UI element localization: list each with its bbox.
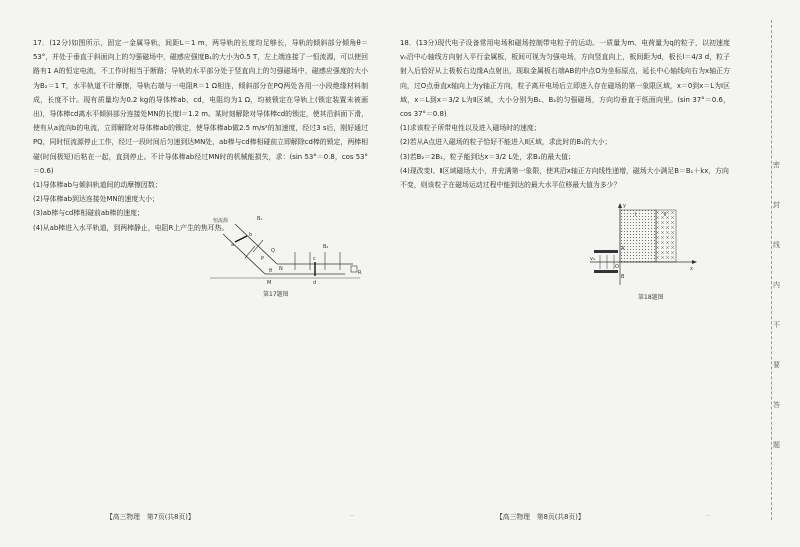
q17-sub4: (4)从ab棒进入水平轨道，到两棒静止，电阻R上产生的焦耳热。 bbox=[33, 223, 229, 232]
label-O: O bbox=[615, 264, 619, 270]
q18-sub4: (4)现改变Ⅰ、Ⅱ区域磁场大小，并充满第一象限，使其沿x轴正方向线性递增，磁场大小满足B＝B₁＋kx，方向不变，则该粒子在磁场运动过程中能到达的最大水平位移最大值为多少？ bbox=[400, 166, 729, 190]
label-Q: Q bbox=[271, 248, 275, 254]
label-c: c bbox=[313, 256, 316, 262]
footer-dots-right: .. bbox=[706, 511, 710, 518]
q18-sub2: (2)若从A点进入磁场的粒子恰好不能进入Ⅱ区域，求此时的B₁的大小； bbox=[400, 138, 612, 147]
label-x: x bbox=[690, 266, 693, 272]
figure-17-diagram bbox=[205, 212, 365, 287]
q17-sub2: (2)导体棒ab到达连接处MN的速度大小； bbox=[33, 195, 159, 204]
q17-stem: 17．(12分)如图所示，固定一金属导轨，间距L＝1 m，两导轨的长度均足够长，导轨的倾斜部分倾角θ＝53°，并处于垂直于斜面向上的匀强磁场中，磁感应强度B₁的大小为0.5 T，左上端连接了一恒流源，可以使回路有1 A的恒定电流，不工作时相当于断路；导轨的水平部分处于竖直向上的匀强磁场中，磁感应强度的大小为B₂＝1 T，水平轨道不计摩擦，导轨右端与一电阻R＝1 Ω相连，倾斜部分在PQ两处各用一小段绝缘材料制成，长度不计。现有质量均为0.2 kg的导体棒ab、cd，电阻均为1 Ω，均被锁定在导轨上(锁定装置未被画出)，导体棒cd离水平倾斜部分连接处MN的长度l＝1.2 m。某时刻解除对导体棒cd的锁定，使其沿斜面下滑，使有从a流向b的电流，立即解除对导体棒ab的锁定，使导体棒ab做2.5 m/s²的加速度，经过3 s后，刚好通过PQ，同时恒流源停止工作，经过一段时间后匀速到达MN处，ab棒与cd棒相碰前立即解除cd棒的锁定，两棒相碰(时间极短)后粘在一起，直到停止。不计导体棒ab经过MN时的机械能损失，求：(sin 53°＝0.8，cos 53°＝0.6) bbox=[33, 39, 369, 175]
label-R: R bbox=[358, 270, 362, 276]
label-P: P bbox=[261, 256, 265, 262]
seal-char-2: 封 bbox=[773, 201, 780, 209]
seal-char-6: 要 bbox=[773, 361, 780, 369]
q18-sub3: (3)若B₂＝2B₁，粒子能到达x＝3/2 L处，求B₁的最大值； bbox=[400, 152, 575, 161]
label-v0: v₀ bbox=[590, 256, 595, 262]
figure-18-caption: 第18题图 bbox=[638, 294, 664, 301]
question-17 bbox=[33, 36, 368, 235]
q17-sub3: (3)ab棒与cd棒相碰前ab棒的速度； bbox=[33, 209, 144, 218]
seal-char-5: 不 bbox=[773, 321, 780, 329]
seal-line-sidebar bbox=[762, 20, 780, 520]
q18-sub1: (1)求该粒子所带电性以及进入磁场时的速度； bbox=[400, 124, 541, 133]
label-A: A bbox=[621, 246, 625, 252]
label-theta: θ bbox=[269, 268, 273, 274]
seal-char-7: 答 bbox=[773, 401, 780, 409]
page-footer-left: 【高三物理 第7页(共8页)】 bbox=[106, 513, 195, 521]
seal-char-4: 内 bbox=[773, 281, 780, 289]
q17-sub1: (1)导体棒ab与倾斜轨道间的动摩擦因数； bbox=[33, 181, 162, 190]
label-N: N bbox=[279, 266, 283, 272]
label-B2: B₂ bbox=[323, 244, 329, 250]
label-d: d bbox=[313, 280, 317, 286]
label-M: M bbox=[267, 280, 272, 286]
label-a: a bbox=[231, 242, 235, 248]
seal-char-8: 题 bbox=[773, 441, 780, 449]
seal-char-3: 线 bbox=[773, 241, 780, 249]
figure-17 bbox=[205, 212, 365, 287]
figure-17-caption: 第17题图 bbox=[263, 291, 289, 298]
footer-dots-left: .. bbox=[350, 511, 354, 518]
label-B1: B₁ bbox=[257, 216, 263, 222]
seal-line bbox=[771, 20, 772, 520]
label-b: b bbox=[249, 232, 253, 238]
label-y: y bbox=[623, 203, 626, 209]
seal-char-1: 密 bbox=[773, 161, 780, 169]
figure-18-diagram bbox=[590, 200, 700, 290]
q18-stem: 18．(13分)现代电子设备常用电场和磁场控制带电粒子的运动。一质量为m、电荷量为q的粒子，以初速度v₀沿中心轴线方向射入平行金属板，板间可视为匀强电场，方向竖直向上，板间距为d，板长l＝4/3 d，粒子射入后恰好从上极板右边缘A点射出，现取金属板右端AB的中点O为坐标原点，延长中心轴线向右为x轴正方向，过O点垂直x轴向上为y轴正方向，粒子离开电场后立即进入存在磁场的第一象限区域，x＝0到x＝L为Ⅰ区域，x＝L到x＝3/2 L为Ⅱ区域，大小分别为B₁、B₂的匀强磁场，方向均垂直于纸面向里。(sin 37°＝0.6，cos 37°＝0.8) bbox=[400, 39, 730, 119]
label-region2: Ⅱ bbox=[664, 212, 667, 218]
page-footer-right: 【高三物理 第8页(共8页)】 bbox=[496, 513, 585, 521]
figure-18 bbox=[590, 200, 700, 290]
label-region1: Ⅰ bbox=[635, 212, 637, 218]
question-18 bbox=[400, 36, 730, 192]
label-constant-source: 恒流源 bbox=[213, 218, 229, 224]
label-B: B bbox=[621, 274, 625, 280]
